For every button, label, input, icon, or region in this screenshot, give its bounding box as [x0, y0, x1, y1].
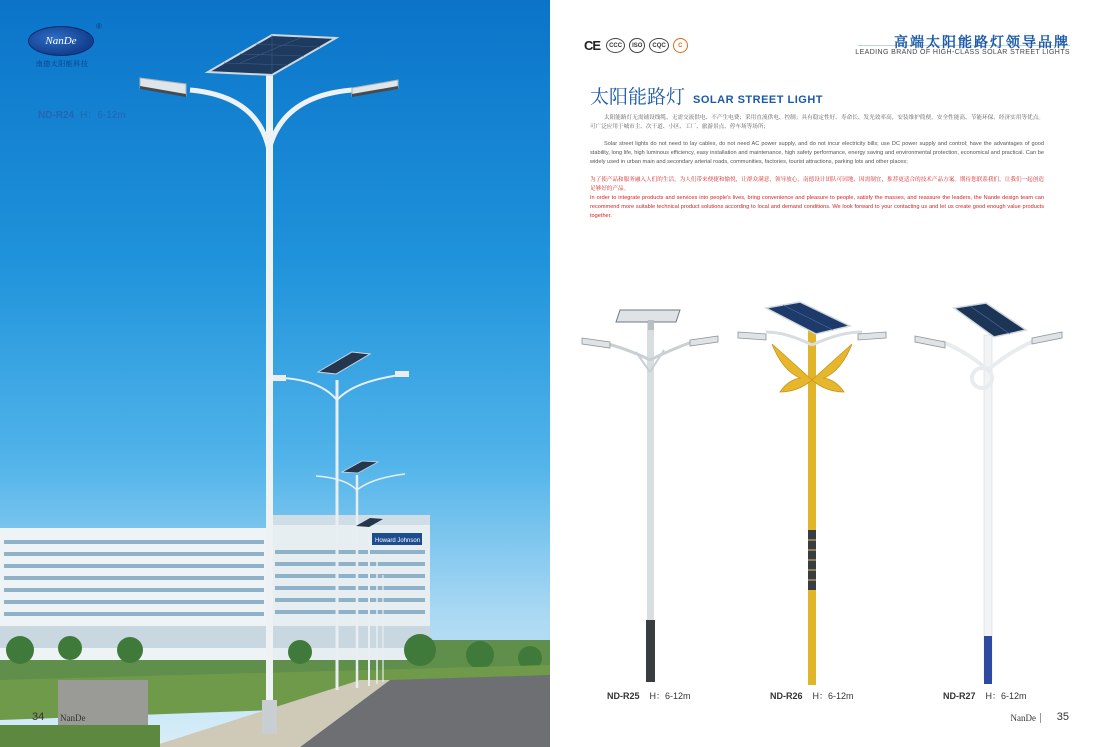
ccc-mark-icon: CCC [606, 38, 625, 53]
caption-nd-r25 [607, 689, 691, 702]
quality-mark-icon: C [673, 38, 688, 53]
header-chinese-slogan: 高端太阳能路灯领导品牌 [894, 34, 1070, 50]
caption-height: H：6-12m [985, 691, 1027, 701]
caption-code: ND-R26 [770, 691, 803, 701]
page-number-left: 34 [32, 711, 45, 723]
mission-english: In order to integrate products and services into people's lives, bring convenience and pleasure to people, satisfy the masses, and reassure the leaders, the Nande design team can recommend more suitable technical product solutions according to local and demand conditions. We look forward to your contacting us and let us create good enough value products together. [590, 195, 1044, 219]
caption-code: ND-R27 [943, 691, 976, 701]
right-page [550, 0, 1101, 747]
product-nd-r26-image [738, 302, 886, 685]
model-label-nd-r24 [38, 106, 126, 121]
model-height: H：6-12m [80, 110, 126, 121]
product-nd-r27-image [915, 303, 1062, 684]
footer-brand-right: NanDe [1011, 713, 1042, 723]
mission-chinese: 为了使产品和服务融入人们的生活，为人们带来便捷和愉悦，让群众满意，领导放心，南德设计团队可因地、因需制宜，推荐更适合的技术产品方案。期待您联系我们，让我们一起创造足够好的产品。 [590, 177, 1044, 192]
caption-height: H：6-12m [649, 691, 691, 701]
nande-logo [22, 22, 102, 72]
logo-chinese-name: 南德太阳能科技 [35, 61, 89, 68]
iso-mark-icon: ISO [629, 38, 645, 53]
building-sign: Howard Johnson [375, 538, 421, 544]
caption-nd-r27 [943, 689, 1027, 702]
cqc-mark-icon: CQC [649, 38, 668, 53]
product-nd-r25-image [582, 310, 718, 682]
logo-ellipse: NanDe [28, 26, 94, 56]
description-english: Solar street lights do not need to lay cables, do not need AC power supply, and do not incur electricity bills; use DC power supply and control; have the advantages of good stability, long life, high luminous efficiency, easy installation and maintenance, high safety performance, energy saving and environmental protection, economical and practical. Can be widely used in urban main and secondary arterial roads, communities, factories, tourist attractions, parking lots and other places; [590, 141, 1044, 165]
product-illustrations [550, 0, 1101, 747]
left-page-photo [0, 0, 550, 747]
title-chinese: 太阳能路灯 [590, 87, 686, 108]
footer-brand-left: NanDe [60, 713, 86, 723]
registered-mark: ® [96, 22, 102, 31]
page-number-right: 35 [1056, 711, 1069, 723]
title-english: SOLAR STREET LIGHT [693, 94, 824, 106]
model-code: ND-R24 [38, 110, 75, 121]
header-english-slogan: LEADING BRAND OF HIGH-CLASS SOLAR STREET LIGHTS [855, 49, 1070, 56]
caption-code: ND-R25 [607, 691, 640, 701]
caption-height: H：6-12m [812, 691, 854, 701]
ce-mark-icon: CE [584, 38, 601, 53]
caption-nd-r26 [770, 689, 854, 702]
description-chinese: 太阳能路灯无需铺设线缆、无需交流供电、不产生电费；采用直流供电、控制；具有稳定性好、寿命长、发光效率高，安装维护简便、安全性能高、节能环保、经济实用等优点。可广泛应用于城市主、次干道、小区、工厂、旅游景点、停车场等场所； [590, 115, 1044, 130]
